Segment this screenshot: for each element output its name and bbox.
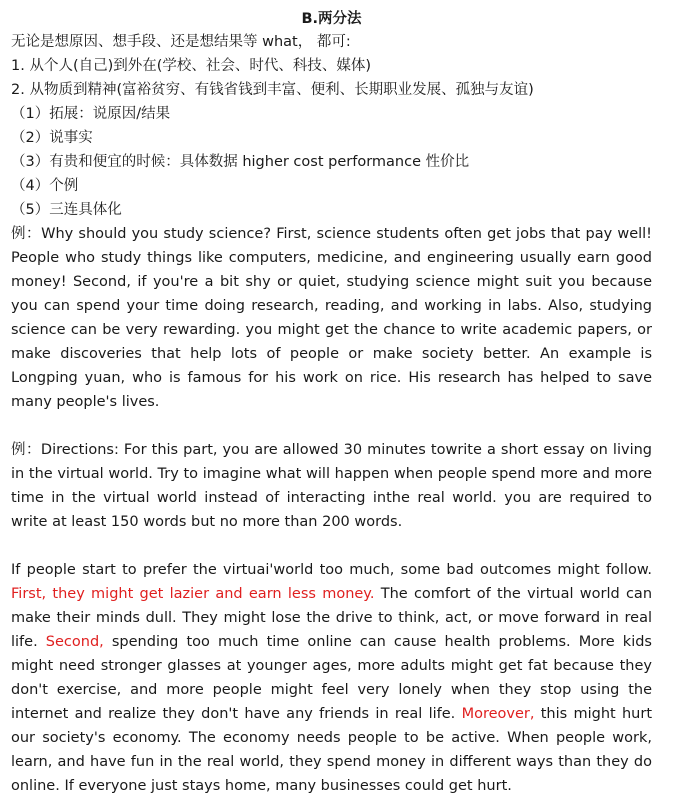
spacer bbox=[11, 534, 652, 558]
point-1: 1. 从个人(自己)到外在(学校、社会、时代、科技、媒体) bbox=[11, 58, 372, 74]
highlight-second: Second, bbox=[45, 634, 104, 650]
essay-text-4: this might hurt our society's economy. The economy needs people to be active. When people work, learn, and have fun in the real world, they spend money in different ways than they do online. If everyone just stays home, many businesses could get hurt. bbox=[11, 706, 653, 794]
spacer bbox=[11, 414, 652, 438]
essay-text-2: The comfort of the virtual world can make their minds dull. They might lose the drive to think, act, or move forward in real life. bbox=[11, 586, 653, 650]
method-5: （5）三连具体化 bbox=[11, 202, 122, 218]
method-1: （1）拓展：说原因/结果 bbox=[11, 106, 171, 122]
section-title: B.两分法 bbox=[301, 11, 362, 27]
point-2: 2. 从物质到精神(富裕贫穷、有钱省钱到丰富、便利、长期职业发展、孤独与友谊) bbox=[11, 82, 534, 98]
example-paragraph-directions: 例：Directions: For this part, you are allowed 30 minutes towrite a short essay on living in the virtual world. Try to imagine what will happen when people spend more and more time in the virtual world instead of interacting inthe real world. you are required to write at least 150 words but no more than 200 words. bbox=[11, 442, 652, 530]
essay-paragraph bbox=[11, 558, 652, 798]
highlight-first: First, they might get lazier and earn less money. bbox=[11, 586, 375, 602]
essay-text-3: spending too much time online can cause health problems. More kids might need stronger glasses at younger ages, more adults might get fat because they don't exercise, and more people might feel very lonely when they stop using the internet and realize they don't have any friends in real life. bbox=[11, 634, 652, 722]
essay-text-1: If people start to prefer the virtuai'world too much, some bad outcomes might follow. bbox=[11, 562, 652, 578]
method-3: （3）有贵和便宜的时候：具体数据 higher cost performance 性价比 bbox=[11, 154, 470, 170]
method-4: （4）个例 bbox=[11, 178, 79, 194]
intro-line: 无论是想原因、想手段、还是想结果等 what， 都可: bbox=[11, 34, 351, 50]
example-paragraph-science: 例：Why should you study science? First, science students often get jobs that pay well! People who study things like computers, medicine, and engineering usually earn good money! Second, if you're a bit shy or quiet, studying science might suit you because you can spend your time doing research, reading, and working in labs. Also, studying science can be very rewarding. you might get the chance to write academic papers, or make discoveries that help lots of people or make society better. An example is Longping yuan, who is famous for his work on rice. His research has helped to save many people's lives. bbox=[11, 226, 652, 410]
highlight-moreover: Moreover, bbox=[461, 706, 535, 722]
method-2: （2）说事实 bbox=[11, 130, 93, 146]
